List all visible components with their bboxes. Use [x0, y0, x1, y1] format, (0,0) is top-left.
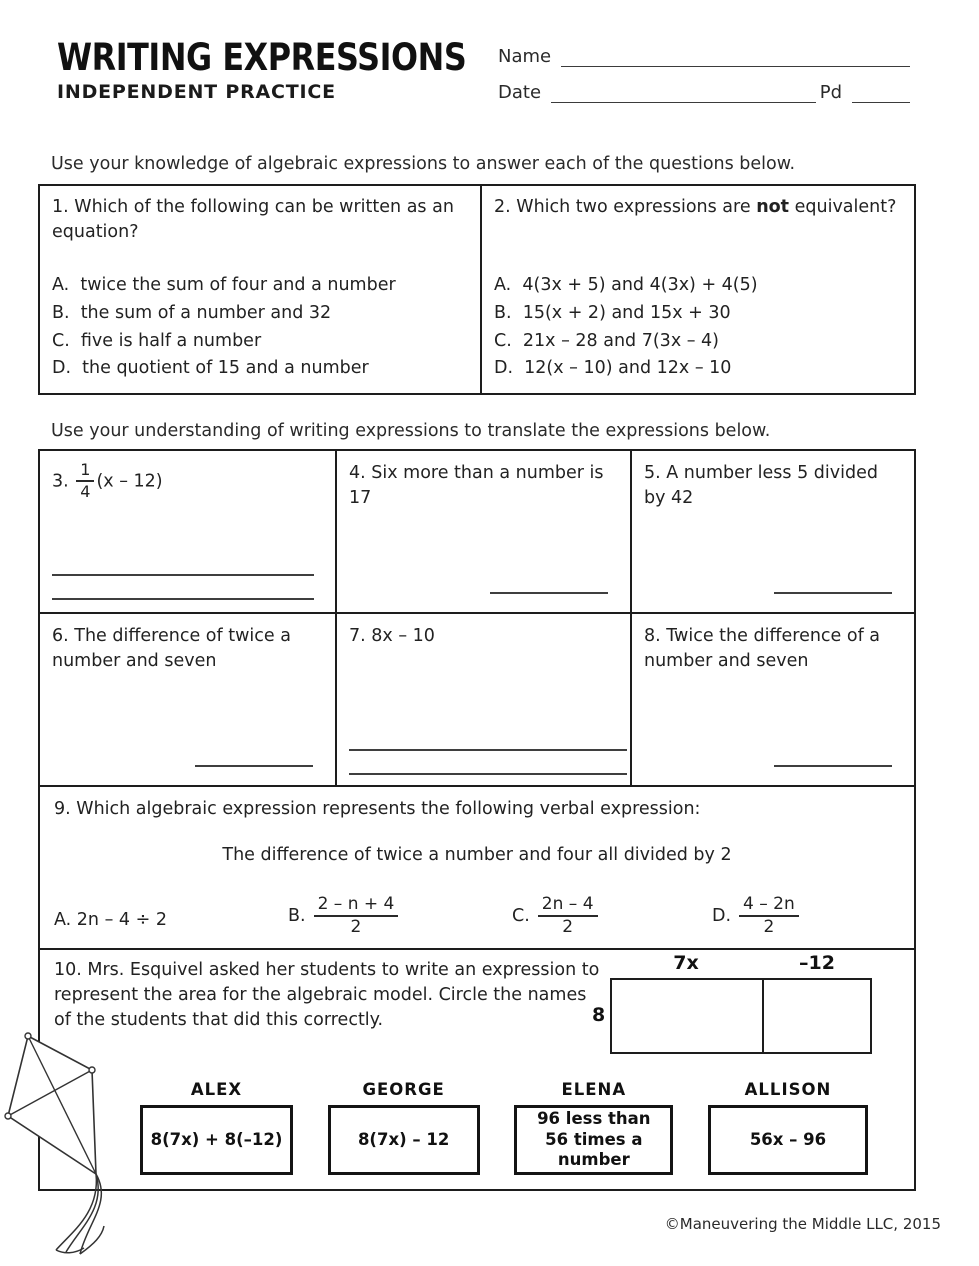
question-1-option-b: B. the sum of a number and 32 [52, 303, 332, 324]
question-6-prompt: 6. The difference of twice a number and seven [52, 626, 291, 671]
instruction-section2: Use your understanding of writing expressions to translate the expressions below. [51, 421, 771, 441]
question-9-verbal-expression: The difference of twice a number and four all divided by 2 [222, 845, 732, 865]
question-2-prompt-emphasis: not [756, 197, 790, 217]
answer-line [774, 745, 892, 767]
question-9-prompt: 9. Which algebraic expression represents the following verbal expression: [54, 799, 701, 819]
student-name: ELENA [561, 1080, 627, 1099]
student-name: GEORGE [362, 1080, 445, 1099]
area-model-label-8: 8 [592, 1004, 606, 1026]
question-1-option-d: D. the quotient of 15 and a number [52, 358, 369, 379]
instruction-section1: Use your knowledge of algebraic expressions to answer each of the questions below. [51, 154, 796, 174]
answer-line [774, 572, 892, 594]
row-q6-q8 [40, 614, 914, 787]
questions-table-2 [38, 449, 916, 1191]
page-title: WRITING EXPRESSIONS [57, 36, 467, 79]
question-1-prompt: 1. Which of the following can be written as an equation? [52, 197, 454, 242]
question-9-option-d-fraction: $\frac{4 - 2n}{2}$ [739, 895, 799, 938]
student-answer-box: 8(7x) + 8(–12) [140, 1105, 293, 1175]
area-model-label-minus12: –12 [799, 952, 835, 974]
date-label: Date [498, 82, 542, 103]
question-7-prompt: 7. 8x – 10 [349, 626, 435, 646]
question-1-option-c: C. five is half a number [52, 330, 262, 351]
question-5-cell [632, 451, 914, 612]
copyright-text: ©Maneuvering the Middle LLC, 2015 [664, 1215, 941, 1233]
question-3-fraction: $\frac{1}{4}$ [76, 461, 94, 502]
student-answer-box: 8(7x) – 12 [328, 1105, 480, 1175]
title-block [57, 36, 533, 103]
question-2-options [494, 272, 902, 385]
question-9-cell [40, 787, 914, 950]
question-9-option-b: B. $\frac{2 - n + 4}{2}$ [288, 895, 400, 938]
kite-illustration [0, 1026, 120, 1258]
area-model-cell-left [612, 980, 764, 1052]
question-2-option-a: A. 4(3x + 5) and 4(3x) + 4(5) [494, 275, 758, 296]
question-9-option-b-fraction: $\frac{2 - n + 4}{2}$ [314, 895, 399, 938]
question-1-option-a: A. twice the sum of four and a number [52, 275, 396, 296]
area-model-cell-right [764, 980, 870, 1052]
student-allison [708, 1080, 868, 1175]
date-row [498, 82, 910, 103]
name-label: Name [498, 46, 552, 67]
answer-line [52, 552, 314, 576]
question-5-prompt: 5. A number less 5 divided by 42 [644, 463, 878, 508]
question-8-cell [632, 614, 914, 785]
question-9-option-c-fraction: $\frac{2n - 4}{2}$ [538, 895, 598, 938]
row-q3-q5 [40, 451, 914, 614]
name-blank-line [561, 46, 910, 67]
pd-blank-line [852, 82, 910, 103]
question-2-option-c: C. 21x – 28 and 7(3x – 4) [494, 330, 720, 351]
question-8-prompt: 8. Twice the difference of a number and seven [644, 626, 881, 671]
question-2-cell [482, 186, 914, 393]
student-answer-box: 56x – 96 [708, 1105, 868, 1175]
name-date-block [498, 46, 910, 118]
pd-label: Pd [819, 82, 842, 103]
student-alex [140, 1080, 293, 1175]
questions-table-1 [38, 184, 916, 395]
answer-line [349, 751, 627, 775]
page-subtitle: INDEPENDENT PRACTICE [57, 81, 336, 103]
question-1-options [52, 272, 468, 385]
question-10-prompt: 10. Mrs. Esquivel asked her students to write an expression to represent the area for the algebraic model. Circle the names of the students that did this correctly. [54, 960, 600, 1030]
student-elena [514, 1080, 673, 1175]
question-2-prompt: 2. Which two expressions are not equivalent? [494, 197, 897, 217]
name-row [498, 46, 910, 67]
question-2-option-d: D. 12(x – 10) and 12x – 10 [494, 358, 732, 379]
question-4-prompt: 4. Six more than a number is 17 [349, 463, 604, 508]
student-answer-box: 96 less than 56 times a number [514, 1105, 673, 1175]
question-3-cell [40, 451, 337, 612]
question-4-cell [337, 451, 632, 612]
question-9-option-c: C. $\frac{2n - 4}{2}$ [512, 895, 600, 938]
student-name: ALLISON [744, 1080, 832, 1099]
answer-line [490, 572, 608, 594]
question-1-cell [40, 186, 482, 393]
student-answers [140, 1080, 868, 1175]
question-10-cell [40, 950, 914, 1189]
question-3-answer-lines [52, 552, 323, 600]
question-6-cell [40, 614, 337, 785]
student-name: ALEX [190, 1080, 243, 1099]
question-9-option-d: D. $\frac{4 - 2n}{2}$ [712, 895, 801, 938]
question-7-cell [337, 614, 632, 785]
area-model-top-labels [610, 952, 872, 974]
answer-line [349, 727, 627, 751]
answer-line [52, 576, 314, 600]
question-7-answer-lines [349, 727, 618, 775]
answer-line [195, 745, 313, 767]
student-george [328, 1080, 480, 1175]
question-2-option-b: B. 15(x + 2) and 15x + 30 [494, 303, 731, 324]
date-blank-line [551, 82, 816, 103]
question-3-prompt: 3. $\frac{1}{4}$ (x – 12) [52, 460, 163, 502]
area-model-rectangle [610, 978, 872, 1054]
question-9-option-a: A. 2n – 4 ÷ 2 [54, 910, 167, 930]
area-model-label-7x: 7x [673, 952, 699, 974]
